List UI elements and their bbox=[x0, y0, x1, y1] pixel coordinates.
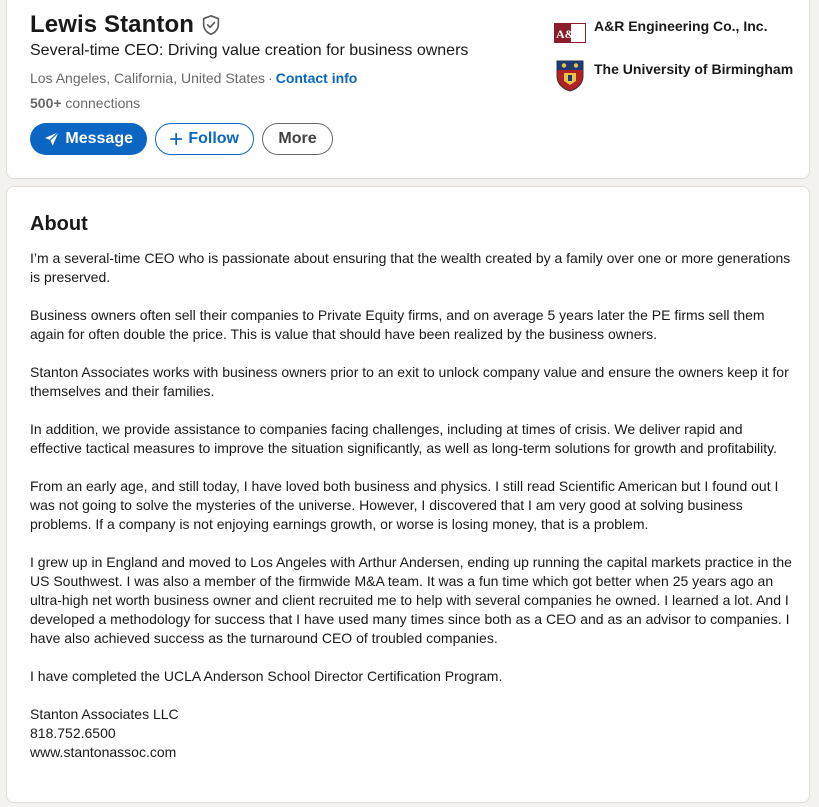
about-body bbox=[30, 249, 795, 762]
name-row bbox=[30, 11, 222, 39]
plus-icon bbox=[170, 132, 182, 146]
profile-location: Los Angeles, California, United States bbox=[30, 70, 266, 86]
phone-number: 818.752.6500 bbox=[30, 725, 116, 741]
about-paragraph: From an early age, and still today, I have loved both business and physics. I still read Scientific American but I found out I was not going to solve the mysteries of the universe. However, I discovered that I am very good at solving business problems. If a company is not enjoying earnings growth, or worse is losing money, that is a problem. bbox=[30, 478, 779, 532]
about-paragraph: I’m a several-time CEO who is passionate about ensuring that the wealth created by a family over one or more generations is preserved. bbox=[30, 250, 791, 285]
org-item-ar-engineering[interactable] bbox=[554, 17, 794, 49]
organizations bbox=[554, 17, 794, 103]
profile-actions bbox=[30, 123, 333, 155]
website: www.stantonassoc.com bbox=[30, 744, 177, 760]
about-card bbox=[6, 186, 810, 803]
message-label: Message bbox=[65, 130, 133, 147]
profile-top-card bbox=[6, 0, 810, 179]
org-name-university-birmingham: The University of Birmingham bbox=[594, 61, 794, 77]
follow-label: Follow bbox=[188, 130, 239, 147]
about-paragraph: Business owners often sell their companies to Private Equity firms, and on average 5 years later the PE firms sell them again for often double the price. This is value that should have been realized by the business owners. bbox=[30, 307, 765, 342]
profile-name: Lewis Stanton bbox=[30, 11, 194, 38]
connections-count: 500+ bbox=[30, 95, 62, 111]
about-contact-lines bbox=[30, 705, 795, 762]
shield-check-icon[interactable] bbox=[200, 14, 222, 36]
contact-info-link[interactable]: Contact info bbox=[275, 70, 358, 86]
university-crest-icon bbox=[554, 60, 586, 92]
about-paragraph: I grew up in England and moved to Los Angeles with Arthur Andersen, ending up running the capital markets practice in the US Southwest. I was also a member of the firmwide M&A team. It was a fun time which got better when 25 years ago an ultra-high net worth business owner and client recruited me to help with several companies he owned. I learned a lot. And I developed a methodology for success that I have used many times since both as a CEO and as an advisor to companies. I have also achieved success as the turnaround CEO of troubled companies. bbox=[30, 554, 792, 646]
about-paragraph: I have completed the UCLA Anderson School Director Certification Program. bbox=[30, 668, 503, 684]
more-label: More bbox=[278, 130, 317, 147]
location-row bbox=[30, 70, 357, 86]
ar-engineering-logo bbox=[554, 17, 586, 49]
separator: · bbox=[268, 70, 273, 86]
send-icon bbox=[44, 131, 59, 147]
connections-label: connections bbox=[61, 95, 141, 111]
follow-button[interactable] bbox=[155, 123, 254, 155]
connections[interactable] bbox=[30, 95, 140, 111]
org-item-university-birmingham[interactable] bbox=[554, 60, 794, 92]
ar-logo-text: A&R bbox=[556, 27, 584, 41]
profile-headline: Several-time CEO: Driving value creation for business owners bbox=[30, 42, 469, 59]
about-paragraph: Stanton Associates works with business owners prior to an exit to unlock company value and ensure the owners keep it for themselves and their families. bbox=[30, 364, 789, 399]
message-button[interactable] bbox=[30, 123, 147, 155]
more-button[interactable] bbox=[262, 123, 333, 155]
org-name-ar-engineering: A&R Engineering Co., Inc. bbox=[594, 18, 768, 34]
about-title: About bbox=[30, 213, 88, 235]
company-name: Stanton Associates LLC bbox=[30, 706, 179, 722]
about-paragraph: In addition, we provide assistance to companies facing challenges, including at times of crisis. We deliver rapid and effective tactical measures to improve the situation significantly, as well as long-term solutions for growth and profitability. bbox=[30, 421, 778, 456]
